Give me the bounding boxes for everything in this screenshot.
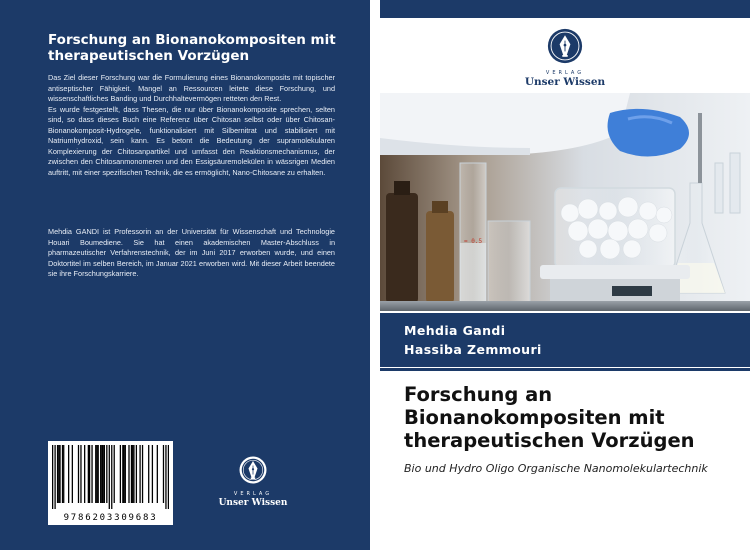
- barcode-bar: [54, 445, 55, 509]
- author-bio: [48, 227, 335, 280]
- front-top-bar: [380, 0, 750, 18]
- barcode-bar: [157, 445, 158, 503]
- spine-gap: [370, 0, 380, 550]
- front-publisher-logo: [515, 28, 615, 88]
- back-publisher-logo: [218, 455, 288, 509]
- barcode-bar: [98, 445, 99, 503]
- barcode-bar: [63, 445, 64, 503]
- barcode-bar: [91, 445, 92, 503]
- barcode-bar: [102, 445, 103, 503]
- barcode-bar: [125, 445, 126, 503]
- barcode-bar: [62, 445, 63, 503]
- blurb-paragraph-2: Es wurde festgestellt, dass Thesen, die nur über Bionanokomposite sprechen, selten sind, so dass dieses Buch eine Referenz über Chitosan selbst oder über Chitosan-Bionanokomposit-Hydrogele, funktionalisiert mit Silbernitrat und stabilisiert mit Natriumhydroxid, sein kann. Es betont die Bedeutung der supramolekularen Komplexierung der Chitosanpartikel und umfasst den Reaktionsmechanismus, der zwischen den Chitosanmonomeren und den Essigsäuremolekülen in wässrigen Medien auftritt, mit einer spezifischen Technik, die es ermöglicht, Nano-Chitosane zu erhalten.: [48, 104, 335, 177]
- barcode-bar: [120, 445, 121, 503]
- barcode-icon: [52, 445, 169, 509]
- cover-photo-laboratory: [380, 93, 750, 311]
- author-name-1: Mehdia Gandi: [404, 323, 506, 338]
- publisher-name: Unser Wissen: [524, 76, 606, 88]
- front-cover-subtitle: Bio und Hydro Oligo Organische Nanomolekulartechnik: [404, 462, 708, 475]
- barcode-bar: [100, 445, 101, 503]
- barcode-bar: [95, 445, 96, 503]
- barcode-bar: [59, 445, 60, 503]
- barcode-bar: [88, 445, 89, 503]
- barcode-bar: [148, 445, 149, 503]
- barcode-bar: [168, 445, 169, 509]
- back-cover: [0, 0, 370, 550]
- authors-band: [380, 313, 750, 367]
- barcode-bar: [111, 445, 112, 509]
- blurb-paragraph-1: Das Ziel dieser Forschung war die Formulierung eines Bionanokomposits mit topischer antiseptischer Fähigkeit. Mangel an Ressourcen leitete diese Forschung, und wissenschaftliches Banding und Durchhaltevermögen retteten den Rest.: [48, 73, 335, 103]
- publisher-verlag-label: VERLAG: [545, 70, 585, 76]
- svg-text:= 0.5: = 0.5: [464, 238, 483, 245]
- barcode-bar: [58, 445, 59, 503]
- barcode-bar: [133, 445, 134, 503]
- barcode-bar: [165, 445, 166, 509]
- barcode-bar: [131, 445, 132, 503]
- back-cover-title: Forschung an Bionanokompositen mit therapeutischen Vorzügen: [48, 32, 336, 64]
- barcode-bar: [84, 445, 85, 503]
- barcode-bar: [128, 445, 129, 503]
- barcode-bar: [136, 445, 137, 503]
- barcode-bar: [114, 445, 115, 503]
- barcode-bar: [132, 445, 133, 503]
- back-cover-blurb: [48, 73, 335, 178]
- barcode-bar: [142, 445, 143, 503]
- barcode-bar: [109, 445, 110, 509]
- isbn-number: 9786203309683: [63, 513, 158, 523]
- barcode-bar: [104, 445, 105, 503]
- front-cover: [380, 0, 750, 550]
- laboratory-image: [380, 93, 750, 311]
- publisher-verlag-label: VERLAG: [233, 491, 273, 497]
- title-divider: [380, 368, 750, 371]
- pen-nib-logo-icon: [238, 455, 268, 485]
- barcode-bar: [80, 445, 81, 503]
- barcode-bar: [101, 445, 102, 503]
- barcode-bar: [123, 445, 124, 503]
- author-bio-text: Mehdia GANDI ist Professorin an der Universität für Wissenschaft und Technologie Houari Boumediene. Sie hat einen akademischen Master-Abschluss in pharmazeutischer Verfahrenstechnik, der im Juni 2017 erworben wurde, und einen Doktortitel im selben Bereich, im Januar 2021 erworben wird. Mit dieser Arbeit beendete sie ihre Forschungskarriere.: [48, 227, 335, 278]
- publisher-name: Unser Wissen: [218, 498, 288, 508]
- barcode-bar: [78, 445, 79, 503]
- barcode-bar: [152, 445, 153, 503]
- barcode-bar: [68, 445, 69, 503]
- barcode-bar: [52, 445, 53, 509]
- front-cover-title: Forschung an Bionanokompositen mit therapeutischen Vorzügen: [404, 383, 695, 452]
- barcode-box: [48, 441, 173, 525]
- pen-nib-logo-icon: [547, 28, 583, 64]
- barcode-bar: [72, 445, 73, 503]
- barcode-bar: [96, 445, 97, 503]
- barcode-bar: [106, 445, 107, 503]
- barcode-bar: [122, 445, 123, 503]
- barcode-bar: [89, 445, 90, 503]
- author-name-2: Hassiba Zemmouri: [404, 342, 542, 357]
- barcode-bar: [139, 445, 140, 503]
- barcode-bar: [57, 445, 58, 503]
- barcode-bar: [163, 445, 164, 503]
